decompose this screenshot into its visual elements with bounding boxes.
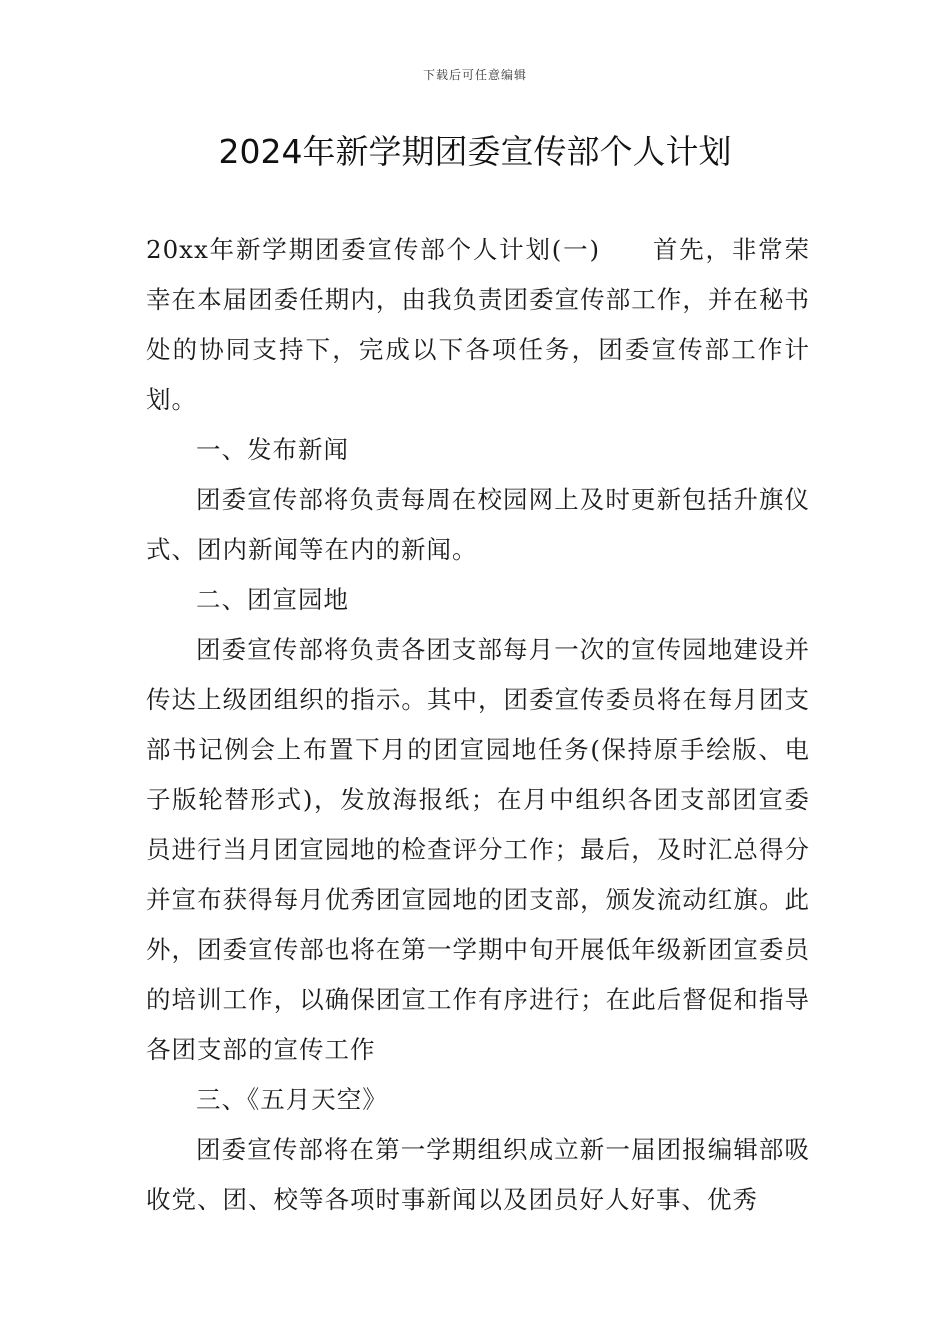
section-heading-garden: 二、团宣园地 — [196, 585, 349, 614]
document-title: 2024年新学期团委宣传部个人计划 — [218, 132, 732, 171]
section-body-may-sky: 团委宣传部将在第一学期组织成立新一届团报编辑部吸收党、团、校等各项时事新闻以及团员好人好事、优秀 — [146, 1135, 810, 1214]
section-heading-news: 一、发布新闻 — [196, 435, 349, 464]
section-heading-may-sky: 三、《五月天空》 — [196, 1085, 388, 1114]
intro-text: 首先，非常荣幸在本届团委任期内，由我负责团委宣传部工作，并在秘书处的协同支持下，完成以下各项任务，团委宣传部工作计划。 — [146, 235, 810, 414]
section-body-garden: 团委宣传部将负责各团支部每月一次的宣传园地建设并传达上级团组织的指示。其中，团委宣传委员将在每月团支部书记例会上布置下月的团宣园地任务(保持原手绘版、电子版轮替形式)，发放海报纸；在月中组织各团支部团宣委员进行当月团宣园地的检查评分工作；最后，及时汇总得分并宣布获得每月优秀团宣园地的团支部，颁发流动红旗。此外，团委宣传部也将在第一学期中旬开展低年级新团宣委员的培训工作，以确保团宣工作有序进行；在此后督促和指导各团支部的宣传工作 — [146, 635, 810, 1064]
document-body — [146, 225, 810, 1225]
intro-paragraph — [146, 225, 810, 425]
intro-heading: 20xx年新学期团委宣传部个人计划(一) — [146, 235, 601, 264]
header-note: 下载后可任意编辑 — [422, 68, 527, 82]
section-body-news: 团委宣传部将负责每周在校园网上及时更新包括升旗仪式、团内新闻等在内的新闻。 — [146, 485, 810, 564]
